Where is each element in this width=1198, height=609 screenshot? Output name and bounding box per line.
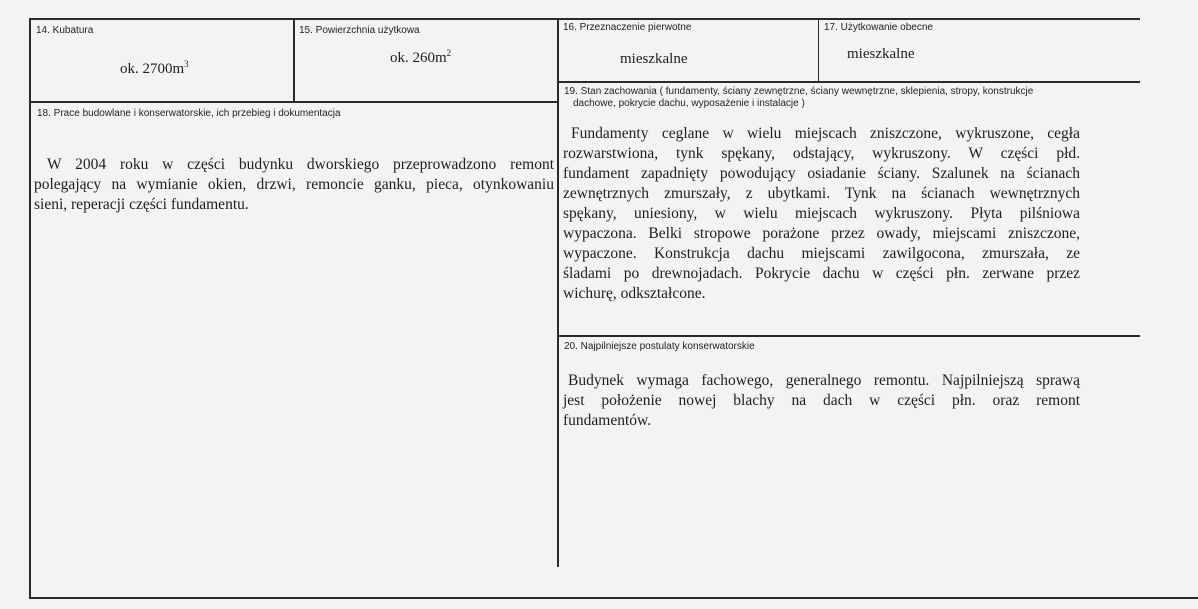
- field-20-line: fundamentów.: [563, 412, 652, 429]
- field-20-text: [563, 371, 1080, 431]
- frame-top-line: [29, 18, 1140, 20]
- divider-14-15: [293, 19, 295, 101]
- field-20-label: 20. Najpilniejsze postulaty konserwatorskie: [564, 341, 755, 352]
- rule-above-19: [558, 81, 1140, 83]
- field-20-line: Budynek wymaga fachowego, generalnego remontu. Najpilniejszą sprawą: [568, 372, 1080, 389]
- field-15-value: [390, 48, 451, 67]
- field-19-line: zewnętrznych zmurszały, z ubytkami. Tynk na ścianach wewnętrznych: [563, 185, 1080, 202]
- field-19-line: wypaczona. Belki stropowe porażone przez owady, miejscami zniszczone,: [563, 225, 1080, 242]
- field-19-line: rozwarstwiona, tynk spękany, odstający, wykruszony. W części płd.: [563, 145, 1080, 162]
- field-20-line: jest położenie nowej blachy na dach w części płn. oraz remont: [563, 392, 1080, 409]
- field-14-value: [120, 59, 189, 78]
- field-18-line: sieni, reperacji części fundamentu.: [34, 196, 249, 213]
- field-16-label: 16. Przeznaczenie pierwotne: [563, 22, 692, 33]
- frame-left-line: [29, 18, 31, 599]
- field-19-text: [563, 124, 1080, 304]
- field-16-value: mieszkalne: [620, 51, 688, 67]
- field-17-label: 17. Użytkowanie obecne: [824, 22, 933, 33]
- field-18-text: [34, 155, 554, 215]
- field-19-line: Fundamenty ceglane w wielu miejscach zniszczone, wykruszone, cegła: [571, 125, 1080, 142]
- field-19-label: 19. Stan zachowania ( fundamenty, ściany zewnętrzne, ściany wewnętrzne, sklepienia, stropy, konstrukcje: [564, 86, 1034, 97]
- field-19-line: wichurę, odkształcone.: [563, 285, 706, 302]
- field-15-value-sup: 2: [446, 48, 452, 58]
- field-19-line: fundament zapadnięty powodujący osiadanie ściany. Szalunek na ścianach: [563, 165, 1080, 182]
- frame-bottom-line: [29, 597, 1198, 599]
- field-14-value-sup: 3: [184, 59, 189, 69]
- field-19-label-cont: dachowe, pokrycie dachu, wyposażenie i instalacje ): [573, 98, 805, 109]
- field-18-label: 18. Prace budowlane i konserwatorskie, ich przebieg i dokumentacja: [37, 108, 341, 119]
- field-19-line: spękany, uniesiony, w wielu miejscach wykruszony. Płyta pilśniowa: [563, 205, 1080, 222]
- field-14-label: 14. Kubatura: [36, 25, 94, 36]
- field-19-line: wypaczone. Konstrukcja dachu miejscami zawilgocona, zmurszała, ze: [563, 245, 1080, 262]
- field-17-value: mieszkalne: [847, 46, 915, 62]
- field-15-value-text: ok. 260m: [390, 50, 447, 66]
- field-18-line: W 2004 roku w części budynku dworskiego przeprowadzono remont: [47, 156, 554, 173]
- field-15-label: 15. Powierzchnia użytkowa: [299, 25, 420, 36]
- field-18-line: polegający na wymianie okien, drzwi, remoncie ganku, pieca, otynkowaniu: [34, 176, 554, 193]
- rule-above-20: [558, 335, 1140, 337]
- divider-16-17: [818, 19, 819, 81]
- rule-above-18: [30, 101, 558, 103]
- field-19-line: śladami po drewnojadach. Pokrycie dachu w części płn. zerwane przez: [563, 265, 1080, 282]
- field-14-value-text: ok. 2700m: [120, 61, 185, 77]
